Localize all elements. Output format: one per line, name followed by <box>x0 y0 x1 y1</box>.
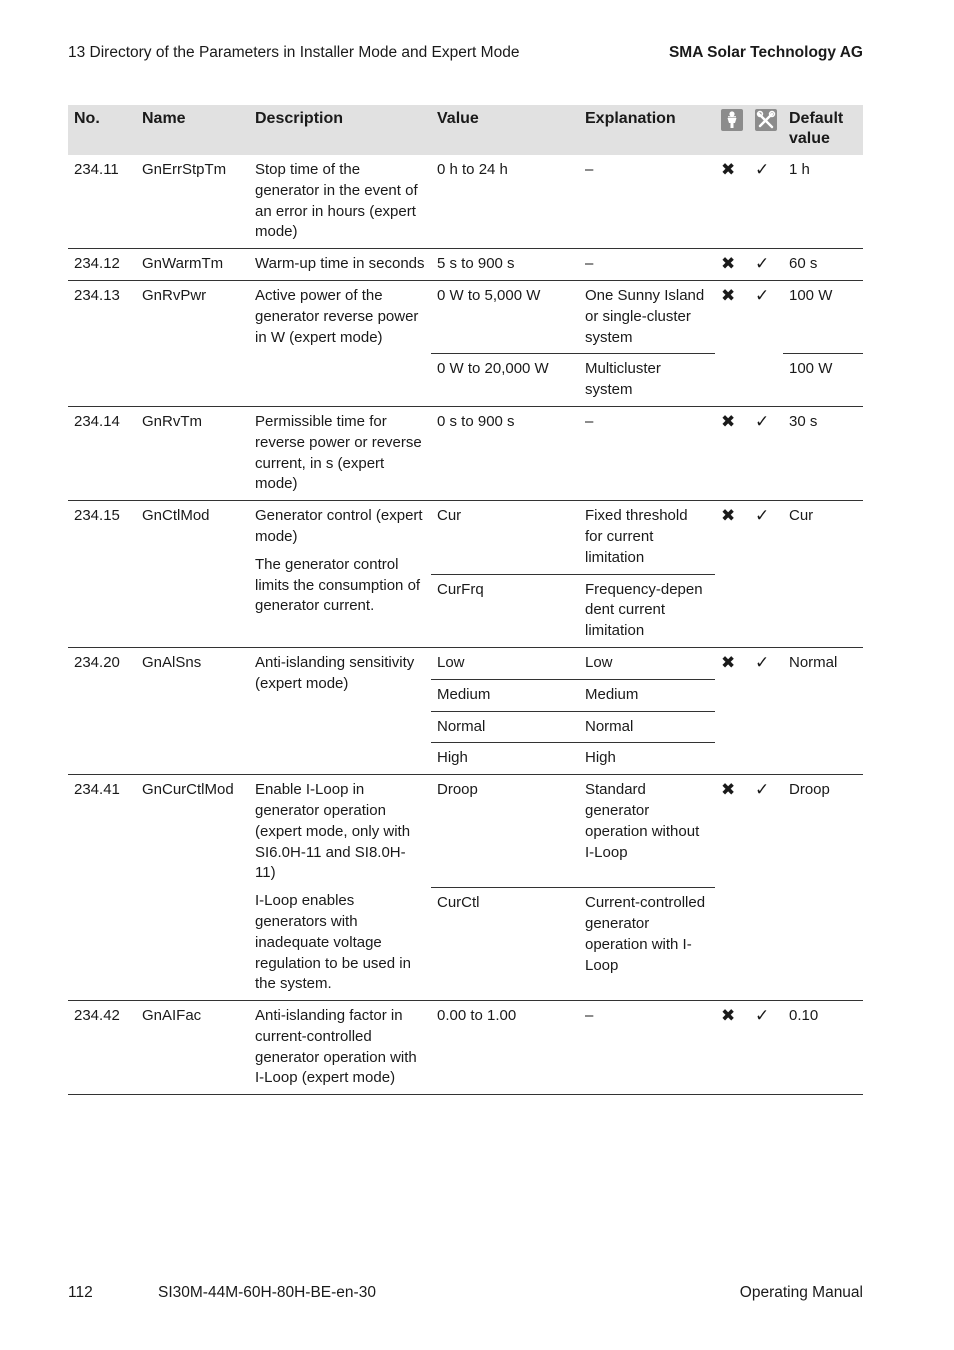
cell-explanation: Current-controlled generator operation with I-Loop <box>579 888 715 1001</box>
cell-no: 234.15 <box>68 501 136 648</box>
cell-no: 234.42 <box>68 1001 136 1095</box>
cell-value: CurFrq <box>431 574 579 647</box>
cell-name: GnRvPwr <box>136 280 249 406</box>
cell-name: GnAIFac <box>136 1001 249 1095</box>
cell-explanation: Multicluster system <box>579 354 715 407</box>
cell-explanation: Fixed threshold for current limitation <box>579 501 715 574</box>
cell-explanation: Normal <box>579 711 715 743</box>
cell-description <box>249 501 431 648</box>
cell-value: 0 W to 5,000 W <box>431 280 579 353</box>
table-row <box>68 155 863 249</box>
cell-value: Normal <box>431 711 579 743</box>
document-id: SI30M-44M-60H-80H-BE-en-30 <box>158 1284 376 1301</box>
cross-icon: ✖ <box>715 280 749 406</box>
check-icon: ✓ <box>749 155 783 249</box>
cell-no: 234.14 <box>68 406 136 500</box>
col-header-no: No. <box>68 105 136 155</box>
cell-explanation: – <box>579 1001 715 1095</box>
cell-value: 0.00 to 1.00 <box>431 1001 579 1095</box>
cell-no: 234.41 <box>68 775 136 1001</box>
check-icon: ✓ <box>749 647 783 774</box>
col-header-value: Value <box>431 105 579 155</box>
cell-value: Droop <box>431 775 579 888</box>
col-header-name: Name <box>136 105 249 155</box>
col-header-expert <box>749 105 783 155</box>
check-icon: ✓ <box>749 775 783 1001</box>
description-line: Generator control (expert mode) <box>255 507 423 545</box>
check-icon: ✓ <box>749 280 783 406</box>
table-header-row <box>68 105 863 155</box>
cell-description: Warm-up time in seconds <box>249 249 431 281</box>
cell-name: GnAlSns <box>136 647 249 774</box>
description-line: Enable I-Loop in generator operation (expert mode, only with SI6.0H-11 and SI8.0H-11) <box>255 781 411 882</box>
check-icon: ✓ <box>749 1001 783 1095</box>
description-note: I-Loop enables generators with inadequate voltage regulation to be used in the system. <box>255 892 411 993</box>
table-row <box>68 1001 863 1095</box>
cell-name: GnWarmTm <box>136 249 249 281</box>
cell-value: CurCtl <box>431 888 579 1001</box>
cell-value: Cur <box>431 501 579 574</box>
cell-explanation: One Sunny Island or single-cluster system <box>579 280 715 353</box>
table-row <box>68 647 863 679</box>
cell-description <box>249 775 431 1001</box>
cell-value: 5 s to 900 s <box>431 249 579 281</box>
company-name: SMA Solar Technology AG <box>668 44 863 61</box>
table-row <box>68 249 863 281</box>
installer-icon <box>721 109 743 131</box>
cross-icon: ✖ <box>715 406 749 500</box>
cell-no: 234.12 <box>68 249 136 281</box>
table-row <box>68 501 863 574</box>
col-header-description: Description <box>249 105 431 155</box>
check-icon: ✓ <box>749 249 783 281</box>
col-header-explanation: Explanation <box>579 105 715 155</box>
page-number: 112 <box>68 1284 93 1301</box>
cell-value: 0 s to 900 s <box>431 406 579 500</box>
cell-description: Permissible time for reverse power or reverse current, in s (expert mode) <box>249 406 431 500</box>
cell-description: Active power of the generator reverse power in W (expert mode) <box>249 280 431 406</box>
check-icon: ✓ <box>749 501 783 648</box>
cell-description: Anti-islanding factor in current-controlled generator operation with I-Loop (expert mode) <box>249 1001 431 1095</box>
table-row <box>68 280 863 353</box>
col-header-default: Default value <box>783 105 863 155</box>
cell-default: 100 W <box>783 354 863 407</box>
cell-default: Droop <box>783 775 863 1001</box>
cross-icon: ✖ <box>715 647 749 774</box>
cross-icon: ✖ <box>715 1001 749 1095</box>
col-header-installer <box>715 105 749 155</box>
cross-icon: ✖ <box>715 775 749 1001</box>
cell-no: 234.13 <box>68 280 136 406</box>
cell-explanation: – <box>579 406 715 500</box>
cell-default: Cur <box>783 501 863 648</box>
cell-explanation: – <box>579 155 715 249</box>
parameter-table <box>68 105 863 1095</box>
chapter-header: 13 Directory of the Parameters in Installer Mode and Expert Mode <box>68 44 520 61</box>
cell-explanation: Standard generator operation without I-Loop <box>579 775 715 888</box>
cell-name: GnErrStpTm <box>136 155 249 249</box>
cell-value: High <box>431 743 579 775</box>
cell-explanation: Medium <box>579 679 715 711</box>
cell-explanation: Frequency-depen dent current limitation <box>579 574 715 647</box>
cell-default: 1 h <box>783 155 863 249</box>
cross-icon: ✖ <box>715 155 749 249</box>
cell-value: 0 W to 20,000 W <box>431 354 579 407</box>
cell-default: 100 W <box>783 280 863 353</box>
table-row <box>68 406 863 500</box>
cell-name: GnCurCtlMod <box>136 775 249 1001</box>
table-row <box>68 775 863 888</box>
cell-default: 0.10 <box>783 1001 863 1095</box>
cell-description: Anti-islanding sensitivity (expert mode) <box>249 647 431 774</box>
check-icon: ✓ <box>749 406 783 500</box>
cell-value: 0 h to 24 h <box>431 155 579 249</box>
cell-default: 30 s <box>783 406 863 500</box>
cell-explanation: High <box>579 743 715 775</box>
cross-icon: ✖ <box>715 501 749 648</box>
cell-no: 234.11 <box>68 155 136 249</box>
cell-explanation: Low <box>579 647 715 679</box>
description-note: The generator control limits the consumption of generator current. <box>255 555 421 615</box>
manual-title: Operating Manual <box>739 1284 863 1301</box>
cell-default: 60 s <box>783 249 863 281</box>
cell-value: Low <box>431 647 579 679</box>
cell-default: Normal <box>783 647 863 774</box>
cell-explanation: – <box>579 249 715 281</box>
cell-name: GnRvTm <box>136 406 249 500</box>
cross-icon: ✖ <box>715 249 749 281</box>
cell-name: GnCtlMod <box>136 501 249 648</box>
cell-description: Stop time of the generator in the event of an error in hours (expert mode) <box>249 155 431 249</box>
expert-icon <box>755 109 777 131</box>
cell-no: 234.20 <box>68 647 136 774</box>
cell-value: Medium <box>431 679 579 711</box>
